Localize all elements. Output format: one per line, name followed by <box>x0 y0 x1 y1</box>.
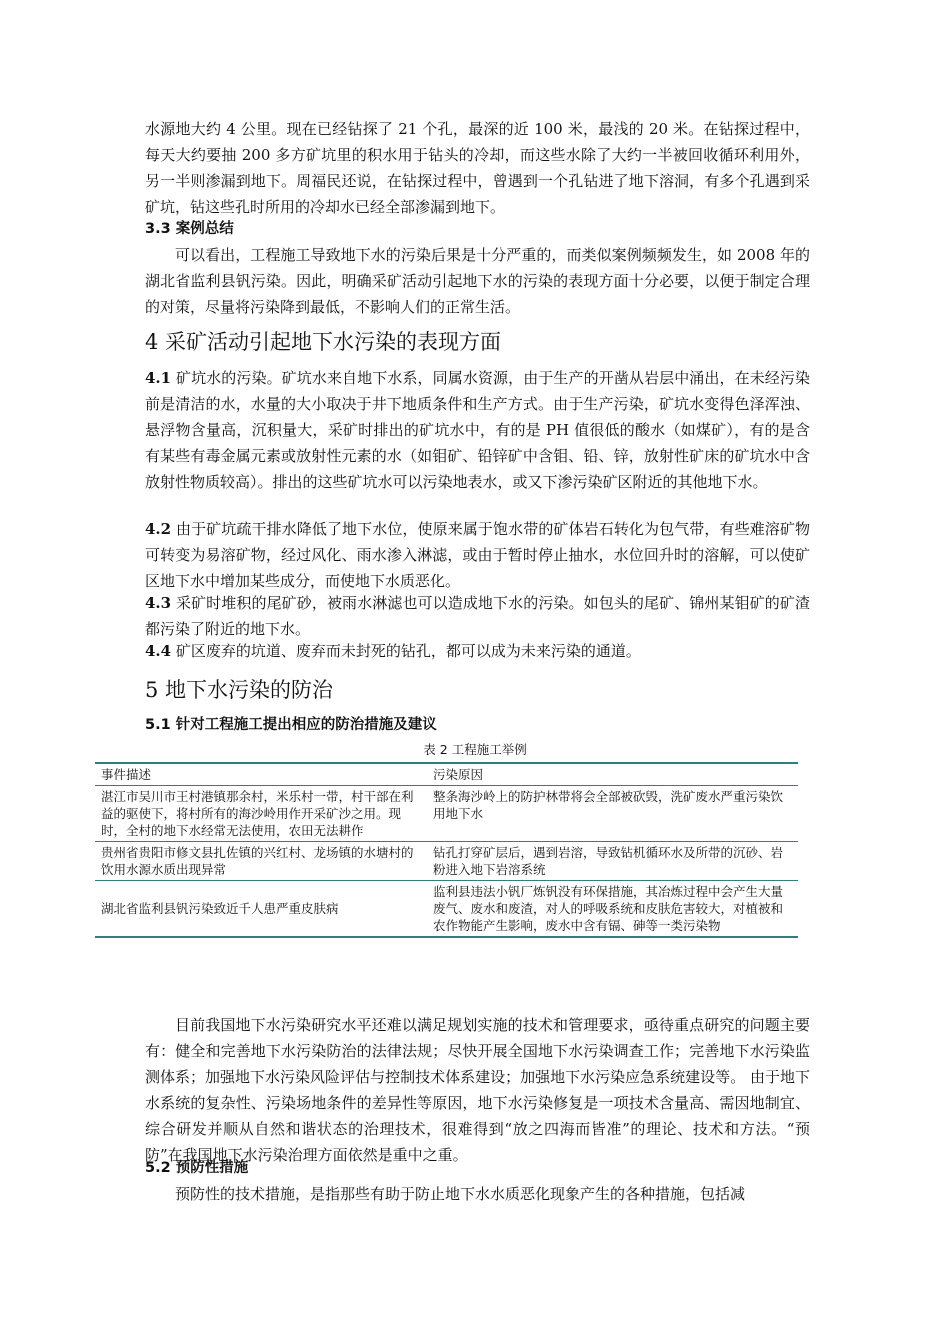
section-4-1-paragraph <box>145 365 810 495</box>
section-3-3-title: 3.3 案例总结 <box>145 221 234 237</box>
table-cell: 监利县违法小钒厂炼钒没有环保措施，其冶炼过程中会产生大量废气、废水和废渣，对人的呼吸系统和皮肤危害较大，对植被和农作物能产生影响，废水中含有镉、砷等一类污染物 <box>433 884 784 933</box>
paragraph-top: 水源地大约 4 公里。现在已经钻探了 21 个孔，最深的近 100 米，最浅的 20 米。在钻探过程中，每天大约要抽 200 多方矿坑里的积水用于钻头的冷却，而这些水除了大约一半被回收循环利用外，另一半则渗漏到地下。周福民还说，在钻探过程中，曾遇到一个孔钻进了地下溶洞，有多个孔遇到采矿坑，钻这些孔时所用的冷却水已经全部渗漏到地下。 <box>145 120 810 216</box>
section-5-title: 5 地下水污染的防治 <box>145 678 334 702</box>
section-4-4-paragraph <box>145 638 810 664</box>
item-number: 4.4 <box>145 642 172 660</box>
section-5-paragraph: 目前我国地下水污染研究水平还难以满足规划实施的技术和管理要求，亟待重点研究的问题主要有：健全和完善地下水污染防治的法律法规；尽快开展全国地下水污染调查工作；完善地下水污染监测体系；加强地下水污染风险评估与控制技术体系建设；加强地下水污染应急系统建设等。 由于地下水系统的复杂性、污染场地条件的差异性等原因，地下水污染修复是一项技术含量高、需因地制宜、综合研发并顺从自然和谐状态的治理技术，很难得到“放之四海而皆准”的理论、技术和方法。“预防”在我国地下水污染治理方面依然是重中之重。 <box>145 1016 810 1164</box>
section-5-1-title: 5.1 针对工程施工提出相应的防治措施及建议 <box>145 717 437 733</box>
item-text: 矿坑水的污染。矿坑水来自地下水系，同属水资源，由于生产的开凿从岩层中涌出，在未经污染前是清洁的水，水量的大小取决于井下地质条件和生产方式。由于生产污染，矿坑水变得色泽浑浊、悬浮物含量高，沉积量大，采矿时排出的矿坑水中，有的是 PH 值很低的酸水（如煤矿），有的是含有某些有毒金属元素或放射性元素的水（如钼矿、铅锌矿中含钼、铅、锌，放射性矿床的矿坑水中含放射性物质较高）。排出的这些矿坑水可以污染地表水，或又下渗污染矿区附近的其他地下水。 <box>145 369 810 491</box>
item-text: 矿区废弃的坑道、废弃而未封死的钻孔，都可以成为未来污染的通道。 <box>171 642 641 660</box>
item-text: 采矿时堆积的尾矿砂，被雨水淋滤也可以造成地下水的污染。如包头的尾矿、锦州某钼矿的矿渣都污染了附近的地下水。 <box>145 594 810 638</box>
section-3-3-paragraph: 可以看出，工程施工导致地下水的污染后果是十分严重的，而类似案例频频发生，如 2008 年的湖北省监利县钒污染。因此，明确采矿活动引起地下水的污染的表现方面十分必要，以便于制定合理的对策，尽量将污染降到最低，不影响人们的正常生活。 <box>145 246 810 316</box>
item-number: 4.1 <box>145 369 172 387</box>
item-number: 4.3 <box>145 594 172 612</box>
column-header-cause: 污染原因 <box>433 767 484 782</box>
table-cell: 湛江市吴川市王村港镇那余村，米乐村一带，村干部在利益的驱使下，将村所有的海沙岭用作开采矿沙之用。现时，全村的地下水经常无法使用，农田无法耕作 <box>101 789 414 838</box>
item-number: 4.2 <box>145 520 172 538</box>
section-5-2-paragraph: 预防性的技术措施，是指那些有助于防止地下水水质恶化现象产生的各种措施，包括减 <box>175 1185 746 1203</box>
column-header-event: 事件描述 <box>101 767 152 782</box>
table-caption: 表 2 工程施工举例 <box>423 742 527 757</box>
engineering-cases-table <box>95 762 798 938</box>
table-row <box>95 842 798 881</box>
table-cell: 钻孔打穿矿层后，遇到岩溶，导致钻机循环水及所带的沉砂、岩粉进入地下岩溶系统 <box>433 845 784 877</box>
table-cell: 整条海沙岭上的防护林带将会全部被砍毁，洗矿废水严重污染饮用地下水 <box>433 789 784 821</box>
section-4-2-paragraph <box>145 516 810 594</box>
table-cell: 贵州省贵阳市修文县扎佐镇的兴红村、龙场镇的水塘村的饮用水源水质出现异常 <box>101 845 414 877</box>
section-5-2-title: 5.2 预防性措施 <box>145 1160 249 1176</box>
table-row <box>95 881 798 938</box>
table-row <box>95 786 798 842</box>
item-text: 由于矿坑疏干排水降低了地下水位，使原来属于饱水带的矿体岩石转化为包气带，有些难溶矿物可转变为易溶矿物，经过风化、雨水渗入淋滤，或由于暂时停止抽水，水位回升时的溶解，可以使矿区地下水中增加某些成分，而使地下水质恶化。 <box>145 520 810 590</box>
table-cell: 湖北省监利县钒污染致近千人患严重皮肤病 <box>101 901 339 916</box>
section-4-title: 4 采矿活动引起地下水污染的表现方面 <box>145 330 502 354</box>
section-4-3-paragraph <box>145 590 810 642</box>
table-header-row <box>95 763 798 786</box>
